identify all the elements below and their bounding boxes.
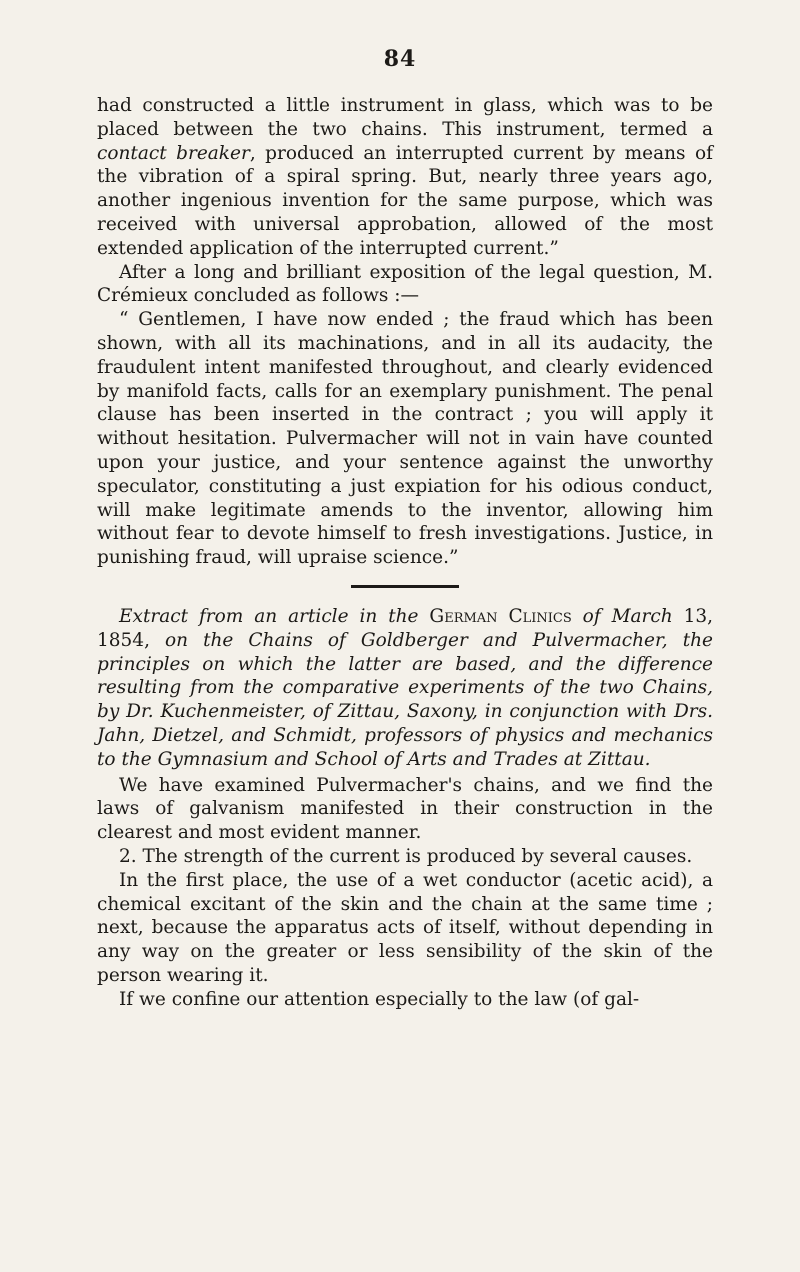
extract-heading: Extract from an article in the German Clinics of March 13, 1854, on the Chains of Goldberger and Pulvermacher, the principles on which the latter are based, and the difference resulting from the comparative experiments of the two Chains, by Dr. Kuchenmeister, of Zittau, Saxony, in conjunction with Drs. Jahn, Dietzel, and Schmidt, professors of physics and mechanics to the Gymnasium and School of Arts and Trades at Zittau. xyxy=(97,605,714,770)
quote-paragraph-3: “ Gentlemen, I have now ended ; the fraud which has been shown, with all its machinations, and in all its audacity, the fraudulent intent manifested throughout, and clearly evidenced by manifold facts, calls for an exemplary punishment. The penal clause has been inserted in the contract ; you will apply it without hesitation. Pulvermacher will not in vain have counted upon your justice, and your sentence against the unworthy speculator, constituting a just expiation for his odious conduct, will make legitimate amends to the inventor, allowing him without fear to devote himself to fresh investigations. Justice, in punishing fraud, will upraise science.” xyxy=(97,309,713,569)
quote-paragraph-2: After a long and brilliant exposition of the legal question, M. Crémieux concluded as follows :— xyxy=(97,261,713,307)
journal-name: German Clinics xyxy=(429,605,572,627)
section-divider xyxy=(351,585,459,588)
page-text xyxy=(97,94,713,1011)
body-paragraph-2: 2. The strength of the current is produced by several causes. xyxy=(119,845,693,867)
quote-paragraph-1: had constructed a little instrument in glass, which was to be placed between the two chains. This instrument, termed a contact breaker, produced an interrupted current by means of the vibration of a spiral spring. But, nearly three years ago, another ingenious invention for the same purpose, which was received with universal approbation, allowed of the most extended application of the interrupted current.” xyxy=(97,95,713,259)
extract-date: 13, 1854, xyxy=(97,605,714,651)
body-paragraph-3: In the first place, the use of a wet conductor (acetic acid), a chemical excitant of the skin and the chain at the same time ; next, because the apparatus acts of itself, without depending in any way on the greater or less sensibility of the skin of the person wearing it. xyxy=(97,869,713,986)
page-number: 84 xyxy=(383,46,417,72)
body-paragraph-1: We have examined Pulvermacher's chains, and we find the laws of galvanism manifested in their construction in the clearest and most evident manner. xyxy=(97,774,713,844)
contact-breaker-term: contact breaker xyxy=(97,142,250,164)
body-paragraph-4: If we confine our attention especially to the law (of gal- xyxy=(119,988,640,1010)
